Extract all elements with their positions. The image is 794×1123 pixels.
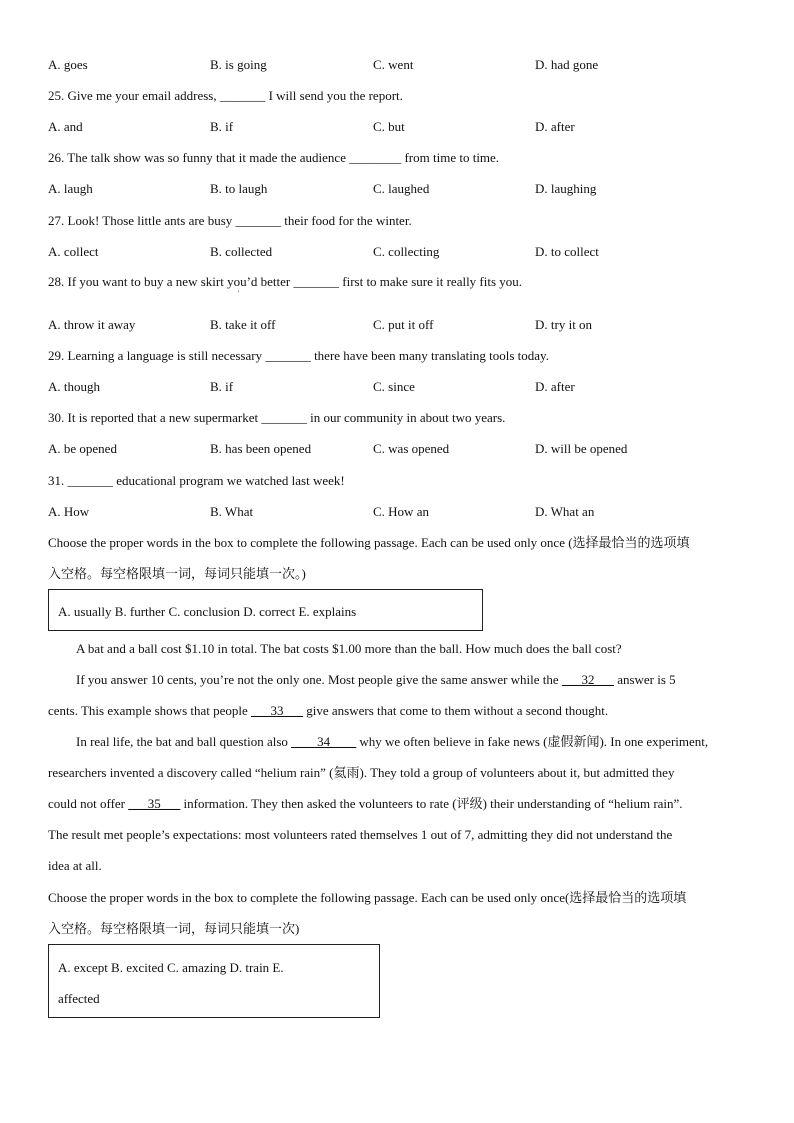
question-options <box>48 245 748 263</box>
option-c: C. put it off <box>373 317 434 332</box>
question-stem: 26. The talk show was so funny that it made the audience ________ from time to time. <box>48 150 500 165</box>
option-b: B. if <box>210 119 234 134</box>
question-options <box>48 505 748 523</box>
passage-paragraph <box>48 673 676 686</box>
word-box-options: A. except B. excited C. amazing D. train E. <box>58 960 284 975</box>
question-options <box>48 380 748 398</box>
passage-line <box>48 797 683 810</box>
passage-text: could not offer <box>48 796 129 811</box>
question-stem: 25. Give me your email address, _______ I will send you the report. <box>48 88 403 103</box>
passage-text: information. They then asked the volunteers to rate (评级) their understanding of “helium rain”. <box>180 796 683 811</box>
option-d: D. had gone <box>535 57 599 72</box>
blank-35[interactable]: ___35___ <box>128 796 181 811</box>
option-d: D. after <box>535 379 575 394</box>
word-box <box>48 944 380 1018</box>
option-a: A. though <box>48 379 100 394</box>
question-stem: 30. It is reported that a new supermarket _______ in our community in about two years. <box>48 410 506 425</box>
word-box-options-cont: affected <box>58 991 100 1006</box>
option-c: C. laughed <box>373 181 430 196</box>
passage-paragraph <box>48 735 708 748</box>
option-b: B. to laugh <box>210 181 268 196</box>
q24-options <box>48 58 748 76</box>
question-options <box>48 120 748 138</box>
blank-33[interactable]: ___33___ <box>251 703 304 718</box>
passage-text: In real life, the bat and ball question also <box>76 734 292 749</box>
option-b: B. has been opened <box>210 441 312 456</box>
option-c: C. collecting <box>373 244 440 259</box>
option-b: B. if <box>210 379 234 394</box>
section-instruction-cont: 入空格。每空格限填一词，每词只能填一次) <box>48 921 300 936</box>
passage-line: The result met people’s expectations: most volunteers rated themselves 1 out of 7, admitting they did not understand the <box>48 827 673 842</box>
passage-paragraph: A bat and a ball cost $1.10 in total. The bat costs $1.00 more than the ball. How much does the ball cost? <box>76 641 622 656</box>
question-stem: 28. If you want to buy a new skirt you’d better _______ first to make sure it really fits you. <box>48 274 523 289</box>
option-a: A. laugh <box>48 181 93 196</box>
passage-line <box>48 704 608 717</box>
question-options <box>48 442 748 460</box>
option-d: D. try it on <box>535 317 593 332</box>
option-d: D. after <box>535 119 575 134</box>
blank-34[interactable]: ____34____ <box>291 734 357 749</box>
option-b: B. collected <box>210 244 273 259</box>
stray-mark: ' <box>238 289 240 298</box>
option-c: C. since <box>373 379 415 394</box>
question-stem: 29. Learning a language is still necessary _______ there have been many translating tools today. <box>48 348 549 363</box>
question-options <box>48 182 748 200</box>
passage-text: give answers that come to them without a second thought. <box>303 703 609 718</box>
option-a: A. collect <box>48 244 99 259</box>
question-stem: 27. Look! Those little ants are busy _______ their food for the winter. <box>48 213 412 228</box>
blank-32[interactable]: ___32___ <box>561 672 614 687</box>
section-instruction: Choose the proper words in the box to complete the following passage. Each can be used only once (选择最恰当的选项填 <box>48 535 690 550</box>
passage-text: If you answer 10 cents, you’re not the only one. Most people give the same answer while the <box>76 672 562 687</box>
passage-text: answer is 5 <box>613 672 676 687</box>
option-a: A. goes <box>48 57 88 72</box>
option-a: A. be opened <box>48 441 117 456</box>
option-b: B. What <box>210 504 254 519</box>
option-b: B. take it off <box>210 317 276 332</box>
option-c: C. How an <box>373 504 429 519</box>
option-d: D. laughing <box>535 181 597 196</box>
passage-line: idea at all. <box>48 858 102 873</box>
option-a: A. and <box>48 119 83 134</box>
option-a: A. throw it away <box>48 317 136 332</box>
passage-line: researchers invented a discovery called “helium rain” (氦雨). They told a group of volunteers about it, but admitted they <box>48 765 675 780</box>
passage-text: why we often believe in fake news (虚假新闻). In one experiment, <box>356 734 709 749</box>
option-d: D. What an <box>535 504 595 519</box>
word-box-options: A. usually B. further C. conclusion D. correct E. explains <box>58 604 357 619</box>
option-d: D. will be opened <box>535 441 628 456</box>
option-c: C. but <box>373 119 405 134</box>
word-box <box>48 589 483 631</box>
option-b: B. is going <box>210 57 267 72</box>
option-c: C. went <box>373 57 414 72</box>
section-instruction-cont: 入空格。每空格限填一词，每词只能填一次。) <box>48 566 306 581</box>
section-instruction: Choose the proper words in the box to complete the following passage. Each can be used only once(选择最恰当的选项填 <box>48 890 687 905</box>
option-d: D. to collect <box>535 244 599 259</box>
question-stem: 31. _______ educational program we watched last week! <box>48 473 345 488</box>
question-options <box>48 318 748 336</box>
option-c: C. was opened <box>373 441 450 456</box>
option-a: A. How <box>48 504 90 519</box>
passage-text: cents. This example shows that people <box>48 703 252 718</box>
